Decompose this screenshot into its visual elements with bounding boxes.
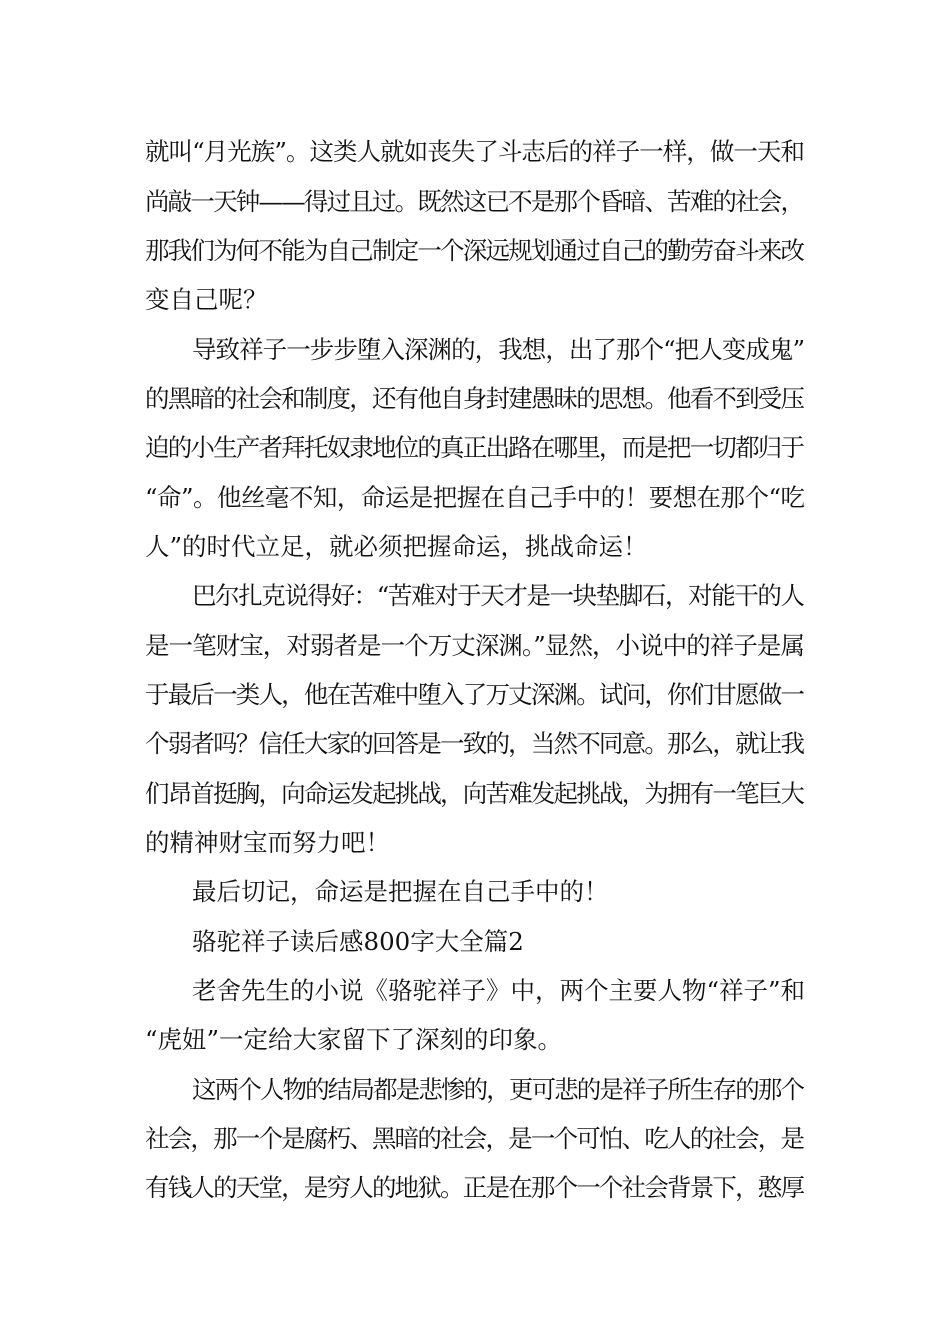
text-line-content: 老舍先生的小说《骆驼祥子》中，两个主要人物“祥子”和 (192, 976, 805, 1005)
text-line (0, 823, 950, 863)
text-line (0, 724, 950, 764)
text-line (0, 1020, 950, 1060)
text-line (0, 182, 950, 222)
text-line (0, 1119, 950, 1159)
text-line-content: 们昂首挺胸，向命运发起挑战，向苦难发起挑战，为拥有一笔巨大 (145, 779, 804, 808)
text-line-content: 迫的小生产者拜托奴隶地位的真正出路在哪里，而是把一切都归于 (145, 433, 804, 462)
text-line-content: 那我们为何不能为自己制定一个深远规划通过自己的勤劳奋斗来改 (145, 236, 804, 265)
text-line-content: 于最后一类人，他在苦难中堕入了万丈深渊。试问，你们甘愿做一 (145, 680, 804, 709)
text-line-content: 是一笔财宝，对弱者是一个万丈深渊。”显然，小说中的祥子是属 (145, 631, 805, 660)
text-line (0, 330, 950, 370)
text-line (0, 774, 950, 814)
text-line (0, 132, 950, 172)
section-heading-text: 骆驼祥子读后感800字大全篇2 (192, 927, 524, 956)
text-line-content: 社会，那一个是腐朽、黑暗的社会，是一个可怕、吃人的社会，是 (145, 1124, 804, 1153)
text-line (0, 675, 950, 715)
text-line (0, 428, 950, 468)
text-line (0, 527, 950, 567)
text-line-content: 的精神财宝而努力吧！ (145, 828, 390, 857)
text-line (0, 872, 950, 912)
text-line (0, 1070, 950, 1110)
text-line (0, 626, 950, 666)
text-line (0, 379, 950, 419)
text-line (0, 971, 950, 1011)
text-line-content: 就叫“月光族”。这类人就如丧失了斗志后的祥子一样，做一天和 (145, 137, 805, 166)
text-line (0, 1168, 950, 1208)
text-line-content: 尚敲一天钟——得过且过。既然这已不是那个昏暗、苦难的社会， (145, 187, 804, 216)
text-line-content: 个弱者吗？信任大家的回答是一致的，当然不同意。那么，就让我 (145, 729, 804, 758)
text-line (0, 280, 950, 320)
text-line (0, 478, 950, 518)
text-line-content: 有钱人的天堂，是穷人的地狱。正是在那个一个社会背景下，憨厚 (145, 1173, 804, 1202)
section-heading (0, 922, 950, 962)
text-line-content: 巴尔扎克说得好：“苦难对于天才是一块垫脚石，对能干的人 (192, 581, 804, 610)
text-line (0, 231, 950, 271)
text-line-content: 这两个人物的结局都是悲惨的，更可悲的是祥子所生存的那个 (192, 1075, 804, 1104)
text-line-content: 变自己呢？ (145, 285, 268, 314)
text-line-content: 导致祥子一步步堕入深渊的，我想，出了那个“把人变成鬼” (192, 335, 805, 364)
text-line-content: “虎妞”一定给大家留下了深刻的印象。 (145, 1025, 563, 1054)
text-line-content: 最后切记，命运是把握在自己手中的！ (192, 877, 609, 906)
text-line-content: “命”。他丝毫不知，命运是把握在自己手中的！要想在那个“吃 (145, 483, 805, 512)
text-line-content: 的黑暗的社会和制度，还有他自身封建愚昧的思想。他看不到受压 (145, 384, 804, 413)
text-line (0, 576, 950, 616)
text-line-content: 人”的时代立足，就必须把握命运，挑战命运！ (145, 532, 648, 561)
